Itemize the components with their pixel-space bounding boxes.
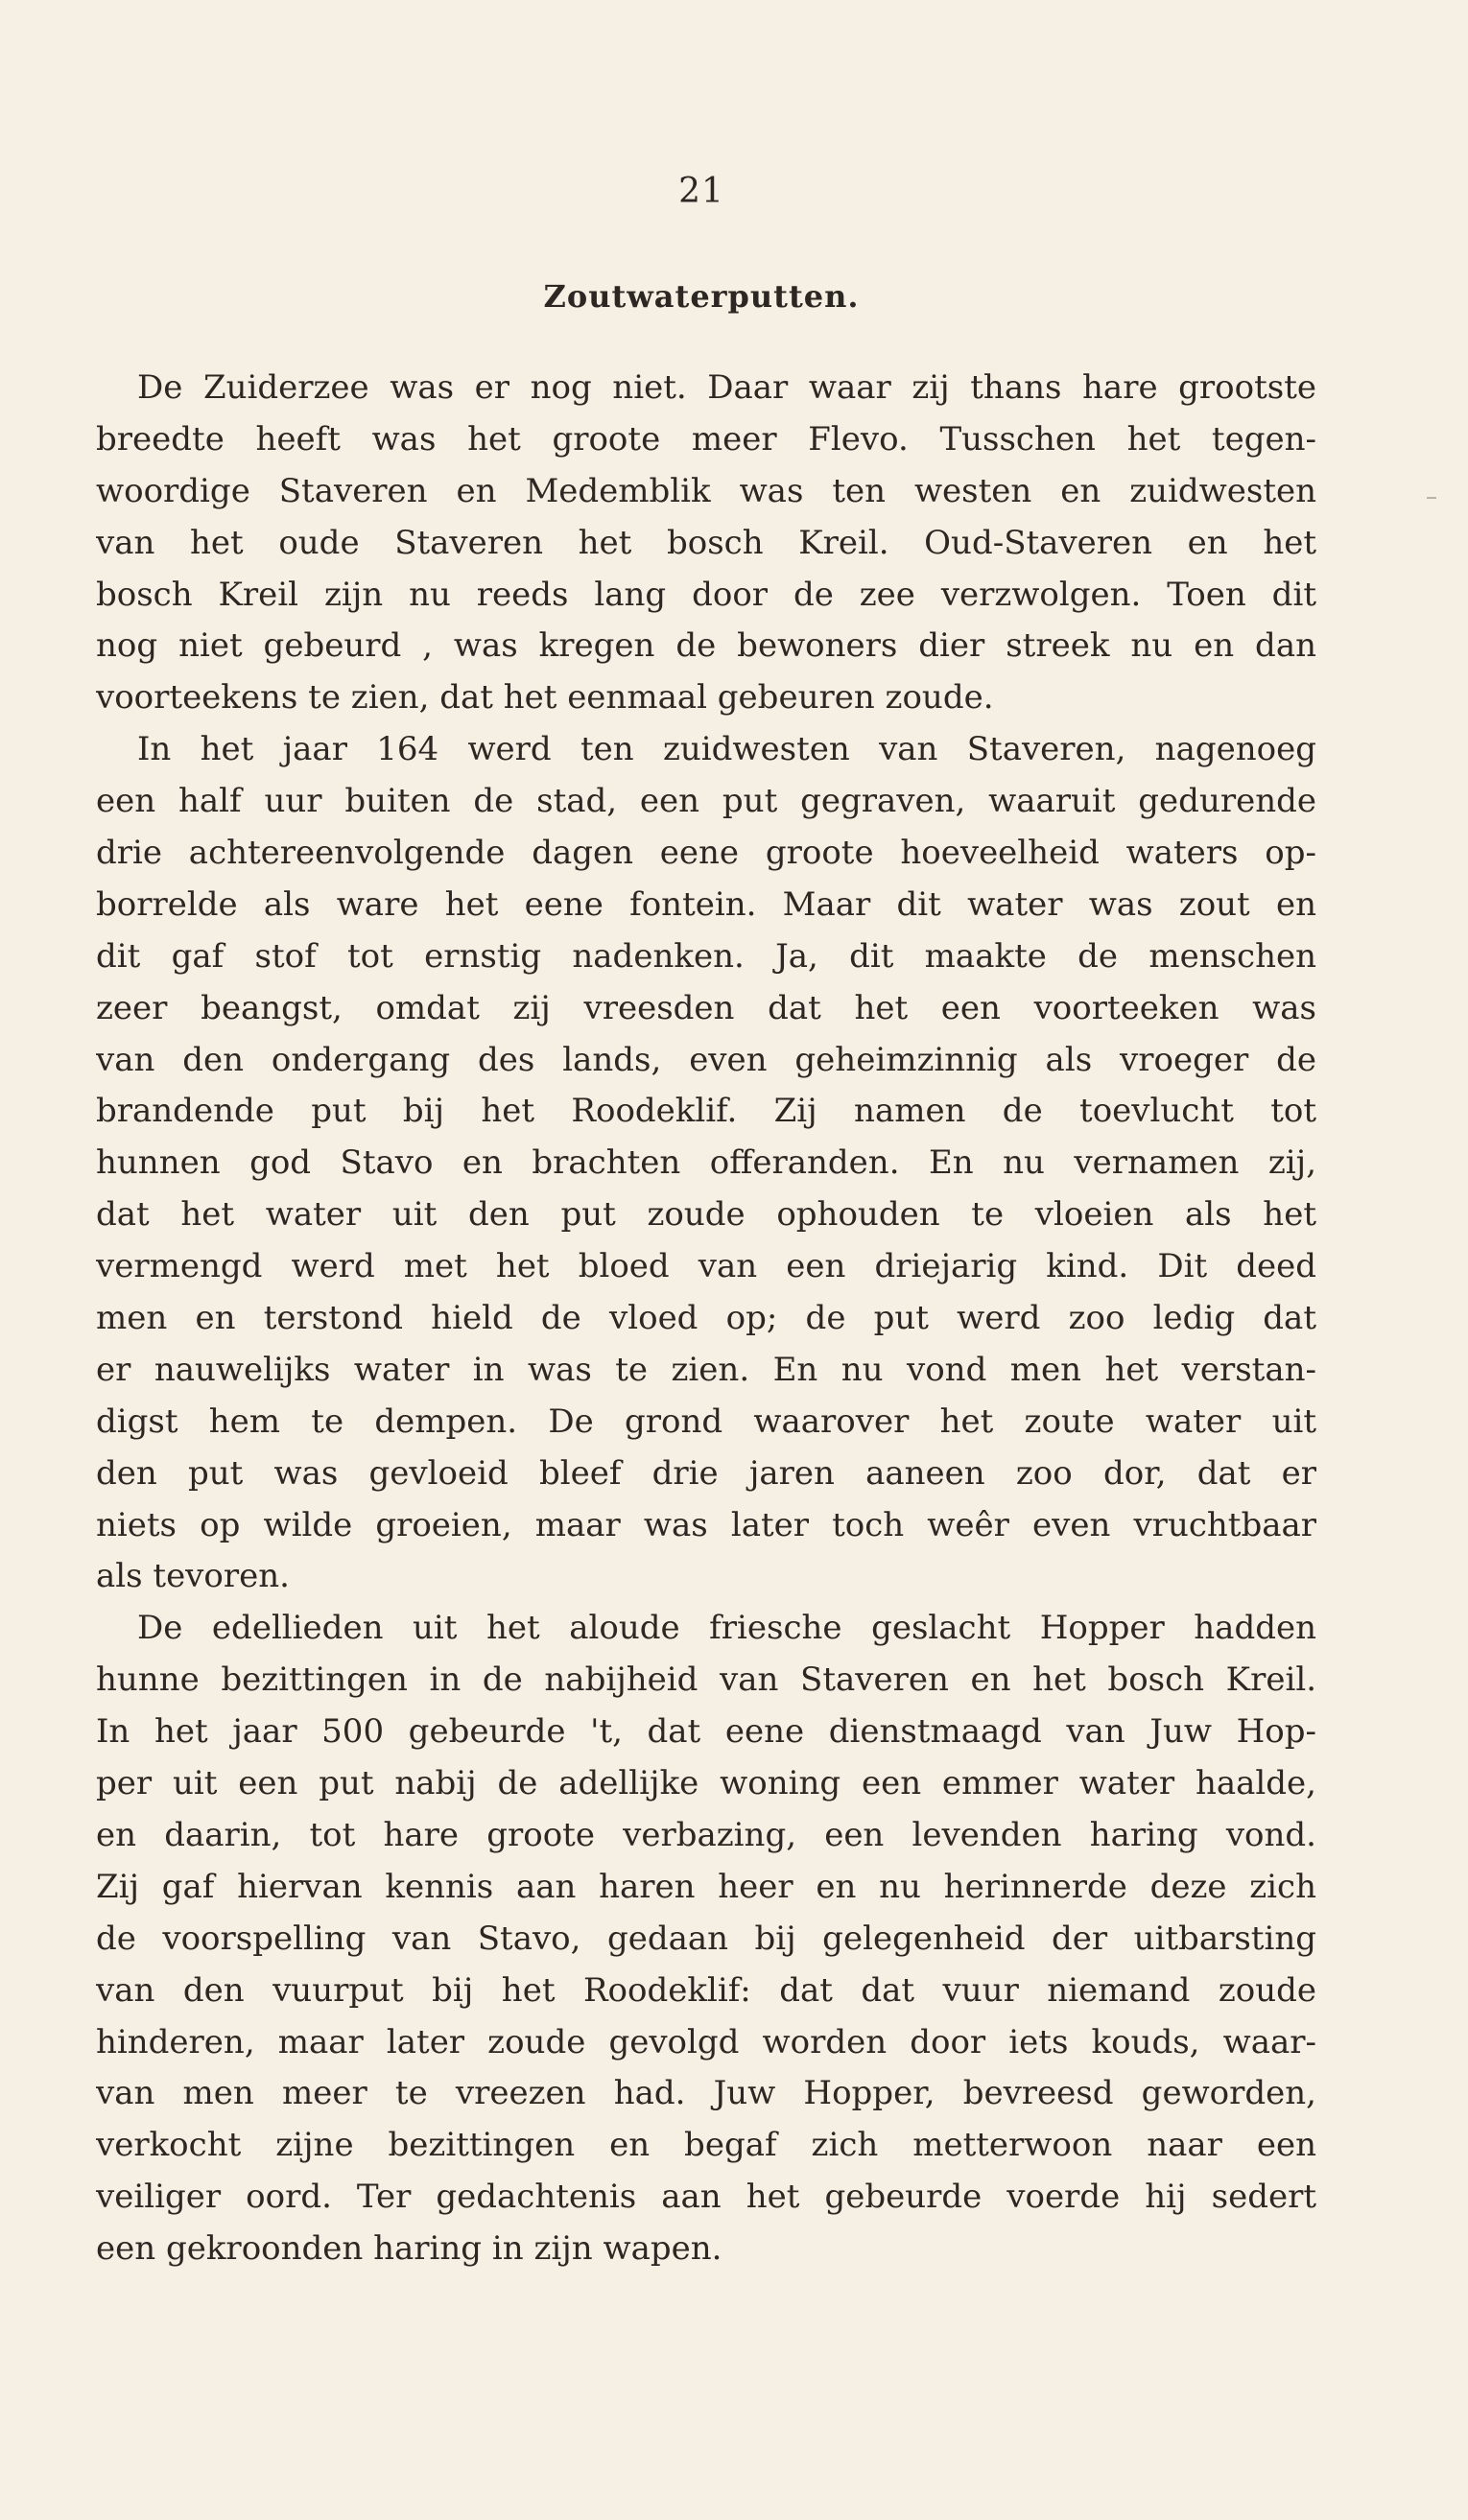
body-text xyxy=(96,363,1316,2275)
text-line: als tevoren. xyxy=(96,1557,290,1596)
text-line: van den vuurput bij het Roodeklif: dat dat vuur niemand zoude xyxy=(96,1970,1316,2010)
text-line: en daarin, tot hare groote verbazing, een levenden haring vond. xyxy=(96,1815,1316,1854)
text-line: hunnen god Stavo en brachten offeranden. En nu vernamen zij, xyxy=(96,1143,1316,1183)
text-line: Zij gaf hiervan kennis aan haren heer en nu herinnerde deze zich xyxy=(96,1867,1316,1906)
text-line: van het oude Staveren het bosch Kreil. Oud-Staveren en het xyxy=(96,523,1316,562)
text-line: een gekroonden haring in zijn wapen. xyxy=(96,2229,722,2269)
text-line: In het jaar 164 werd ten zuidwesten van Staveren, nagenoeg xyxy=(137,730,1316,769)
text-line: hunne bezittingen in de nabijheid van Staveren en het bosch Kreil. xyxy=(96,1660,1316,1700)
chapter-title: Zoutwaterputten. xyxy=(543,278,860,315)
text-line: bosch Kreil zijn nu reeds lang door de zee verzwolgen. Toen dit xyxy=(96,575,1316,614)
text-line: De edellieden uit het aloude friesche geslacht Hopper hadden xyxy=(137,1609,1316,1648)
text-line: een half uur buiten de stad, een put gegraven, waaruit gedurende xyxy=(96,782,1316,821)
paragraph xyxy=(96,724,1316,1603)
text-line: dit gaf stof tot ernstig nadenken. Ja, dit maakte de menschen xyxy=(96,936,1316,976)
text-line: niets op wilde groeien, maar was later toch weêr even vruchtbaar xyxy=(96,1505,1316,1544)
text-line: per uit een put nabij de adellijke woning een emmer water haalde, xyxy=(96,1764,1316,1803)
text-line: van den ondergang des lands, even geheimzinnig als vroeger de xyxy=(96,1040,1316,1079)
text-line: van men meer te vreezen had. Juw Hopper, bevreesd geworden, xyxy=(96,2074,1316,2113)
text-line: den put was gevloeid bleef drie jaren aaneen zoo dor, dat er xyxy=(96,1453,1316,1493)
page-number: 21 xyxy=(678,172,724,211)
margin-mark xyxy=(1427,497,1436,499)
text-line: dat het water uit den put zoude ophouden te vloeien als het xyxy=(96,1195,1316,1235)
text-line: drie achtereenvolgende dagen eene groote hoeveelheid waters op- xyxy=(96,834,1316,873)
text-line: er nauwelijks water in was te zien. En nu vond men het verstan- xyxy=(96,1350,1316,1389)
text-line: de voorspelling van Stavo, gedaan bij gelegenheid der uitbarsting xyxy=(96,1919,1316,1958)
paragraph xyxy=(96,1603,1316,2275)
text-line: brandende put bij het Roodeklif. Zij namen de toevlucht tot xyxy=(96,1092,1316,1131)
text-line: vermengd werd met het bloed van een driejarig kind. Dit deed xyxy=(96,1247,1316,1286)
text-line: breedte heeft was het groote meer Flevo. Tusschen het tegen- xyxy=(96,419,1316,459)
text-line: voorteekens te zien, dat het eenmaal gebeuren zoude. xyxy=(96,678,994,718)
text-line: woordige Staveren en Medemblik was ten westen en zuidwesten xyxy=(96,471,1316,510)
text-line: borrelde als ware het eene fontein. Maar dit water was zout en xyxy=(96,884,1316,924)
text-line: In het jaar 500 gebeurde 't, dat eene dienstmaagd van Juw Hop- xyxy=(96,1712,1316,1752)
text-line: zeer beangst, omdat zij vreesden dat het een voorteeken was xyxy=(96,988,1316,1027)
text-line: hinderen, maar later zoude gevolgd worden door iets kouds, waar- xyxy=(96,2022,1316,2061)
text-line: nog niet gebeurd , was kregen de bewoners dier streek nu en dan xyxy=(96,626,1316,666)
text-line: veiliger oord. Ter gedachtenis aan het gebeurde voerde hij sedert xyxy=(96,2178,1316,2217)
text-line: men en terstond hield de vloed op; de put werd zoo ledig dat xyxy=(96,1299,1316,1338)
text-line: verkocht zijne bezittingen en begaf zich metterwoon naar een xyxy=(96,2126,1316,2165)
paragraph xyxy=(96,363,1316,724)
text-line: digst hem te dempen. De grond waarover het zoute water uit xyxy=(96,1401,1316,1441)
text-line: De Zuiderzee was er nog niet. Daar waar zij thans hare grootste xyxy=(137,368,1316,407)
